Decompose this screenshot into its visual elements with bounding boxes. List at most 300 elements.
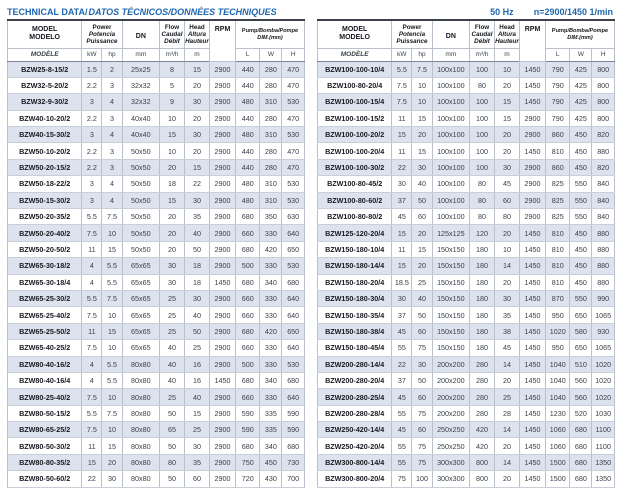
hp-unit: hp (102, 48, 122, 61)
dim-l-cell: 790 (546, 61, 570, 77)
flow-cell: 180 (470, 290, 495, 306)
model-cell: BZW50-18-22/2 (8, 176, 82, 192)
dim-l-cell: 1060 (546, 438, 570, 454)
dim-h-cell: 880 (592, 258, 615, 274)
dn-cell: 80x80 (122, 454, 159, 470)
head-header: Head Altura Hauteur (185, 20, 210, 48)
dim-h-cell: 1020 (592, 356, 615, 372)
kw-cell: 2.2 (82, 77, 102, 93)
head-cell: 30 (185, 127, 210, 143)
dn-cell: 25x25 (122, 61, 159, 77)
table-row (318, 438, 615, 454)
kw-cell: 11 (392, 241, 412, 257)
head-cell: 20 (495, 225, 520, 241)
hp-cell: 25 (412, 274, 432, 290)
dim-h-cell: 530 (282, 176, 305, 192)
dim-h-cell: 1350 (592, 454, 615, 470)
hp-cell: 40 (412, 290, 432, 306)
dn-cell: 80x80 (122, 422, 159, 438)
head-cell: 15 (495, 110, 520, 126)
rpm-cell: 1450 (519, 258, 545, 274)
rpm-cell: 2900 (209, 422, 235, 438)
table-row (318, 258, 615, 274)
table-row (318, 454, 615, 470)
model-cell: BZW65-25-30/2 (8, 290, 82, 306)
flow-cell: 100 (470, 159, 495, 175)
dim-l-cell: 680 (236, 438, 260, 454)
dn-cell: 150x150 (432, 274, 469, 290)
dn-unit: mm (122, 48, 159, 61)
head-cell: 20 (495, 127, 520, 143)
head-cell: 50 (185, 323, 210, 339)
dim-w-cell: 450 (570, 143, 592, 159)
table-row (318, 127, 615, 143)
dn-cell: 65x65 (122, 340, 159, 356)
dim-w-cell: 280 (260, 110, 282, 126)
kw-cell: 5.5 (392, 61, 412, 77)
kw-cell: 11 (392, 143, 412, 159)
dim-h-cell: 640 (282, 290, 305, 306)
hp-cell: 20 (412, 127, 432, 143)
dim-h-cell: 650 (282, 241, 305, 257)
hp-cell: 15 (412, 241, 432, 257)
dim-h-cell: 530 (282, 356, 305, 372)
dn-cell: 300x300 (432, 471, 469, 487)
flow-cell: 20 (160, 159, 185, 175)
model-cell: BZW40-10-20/2 (8, 110, 82, 126)
kw-cell: 4 (82, 356, 102, 372)
head-cell: 20 (185, 143, 210, 159)
table-row (8, 143, 305, 159)
table-row (318, 192, 615, 208)
kw-unit: kW (82, 48, 102, 61)
dn-cell: 200x200 (432, 372, 469, 388)
rpm-cell: 1450 (519, 356, 545, 372)
table-row (8, 192, 305, 208)
dim-h-cell: 880 (592, 274, 615, 290)
hp-cell: 3 (102, 143, 122, 159)
dim-w-cell: 680 (570, 438, 592, 454)
dim-h-cell: 1100 (592, 438, 615, 454)
dn-cell: 80x80 (122, 438, 159, 454)
head-cell: 20 (495, 372, 520, 388)
dim-l-cell: 660 (236, 225, 260, 241)
kw-cell: 11 (392, 110, 412, 126)
hp-cell: 75 (412, 438, 432, 454)
dim-l-unit: L (546, 48, 570, 61)
model-cell: BZW200-280-25/4 (318, 389, 392, 405)
flow-cell: 25 (160, 323, 185, 339)
kw-cell: 22 (392, 356, 412, 372)
hp-cell: 10 (412, 94, 432, 110)
dim-l-cell: 1500 (546, 454, 570, 470)
table-body-right (318, 61, 615, 487)
dn-cell: 65x65 (122, 290, 159, 306)
kw-cell: 11 (82, 438, 102, 454)
dim-h-cell: 640 (282, 225, 305, 241)
dim-w-cell: 330 (260, 340, 282, 356)
rpm-cell: 1450 (519, 274, 545, 290)
table-row (318, 372, 615, 388)
dim-w-cell: 330 (260, 225, 282, 241)
rpm-cell: 1450 (519, 241, 545, 257)
head-unit: m (185, 48, 210, 61)
dn-cell: 100x100 (432, 209, 469, 225)
dn-cell: 65x65 (122, 307, 159, 323)
dn-header: DN (432, 20, 469, 48)
model-cell: BZW65-25-50/2 (8, 323, 82, 339)
model-header-fr: MODÈLE (318, 48, 392, 61)
rpm-header: RPM (519, 20, 545, 61)
dim-h-cell: 680 (282, 438, 305, 454)
rpm-cell: 2900 (209, 159, 235, 175)
model-cell: BZW50-10-20/2 (8, 143, 82, 159)
dim-h-cell: 640 (282, 307, 305, 323)
dim-h-cell: 1030 (592, 405, 615, 421)
model-cell: BZW32-9-30/2 (8, 94, 82, 110)
pump-data-table-left (7, 19, 305, 488)
dim-w-cell: 330 (260, 307, 282, 323)
hp-cell: 5.5 (102, 356, 122, 372)
flow-cell: 100 (470, 110, 495, 126)
kw-cell: 55 (392, 454, 412, 470)
dim-w-cell: 680 (570, 471, 592, 487)
table-row (8, 471, 305, 487)
table-row (8, 405, 305, 421)
model-cell: BZW50-20-15/2 (8, 159, 82, 175)
dim-l-cell: 1040 (546, 389, 570, 405)
pump-data-table-right (317, 19, 615, 488)
flow-cell: 5 (160, 77, 185, 93)
model-cell: BZW100-100-20/2 (318, 127, 392, 143)
dn-cell: 100x100 (432, 77, 469, 93)
kw-cell: 3 (82, 127, 102, 143)
rpm-cell: 2900 (209, 77, 235, 93)
dim-l-cell: 500 (236, 258, 260, 274)
head-cell: 45 (495, 176, 520, 192)
table-row (318, 471, 615, 487)
dim-l-cell: 590 (236, 422, 260, 438)
table-header (318, 20, 615, 61)
dim-w-cell: 425 (570, 61, 592, 77)
rpm-cell: 2900 (209, 389, 235, 405)
rpm-cell: 2900 (209, 94, 235, 110)
dim-w-cell: 340 (260, 438, 282, 454)
dim-l-cell: 790 (546, 110, 570, 126)
dim-h-cell: 820 (592, 159, 615, 175)
rpm-cell: 1450 (519, 438, 545, 454)
model-cell: BZW80-50-30/2 (8, 438, 82, 454)
dim-h-cell: 800 (592, 61, 615, 77)
table-row (8, 340, 305, 356)
model-cell: BZW100-100-20/4 (318, 143, 392, 159)
model-cell: BZW200-280-20/4 (318, 372, 392, 388)
flow-cell: 40 (160, 356, 185, 372)
table-row (8, 323, 305, 339)
model-header-fr: MODÈLE (8, 48, 82, 61)
head-header: Head Altura Hauteur (495, 20, 520, 48)
dim-w-cell: 310 (260, 192, 282, 208)
hp-cell: 60 (412, 323, 432, 339)
head-cell: 60 (185, 471, 210, 487)
kw-cell: 11 (82, 323, 102, 339)
flow-cell: 180 (470, 258, 495, 274)
rpm-cell: 2900 (209, 176, 235, 192)
head-cell: 30 (185, 94, 210, 110)
dim-h-cell: 880 (592, 143, 615, 159)
kw-cell: 5.5 (82, 290, 102, 306)
head-cell: 60 (495, 192, 520, 208)
dim-w-cell: 330 (260, 356, 282, 372)
model-cell: BZW40-15-30/2 (8, 127, 82, 143)
hp-cell: 75 (412, 454, 432, 470)
dim-l-cell: 825 (546, 209, 570, 225)
flow-cell: 180 (470, 241, 495, 257)
hp-cell: 5.5 (102, 372, 122, 388)
table-body-left (8, 61, 305, 487)
kw-cell: 3 (82, 94, 102, 110)
dn-cell: 300x300 (432, 454, 469, 470)
model-cell: BZW150-180-20/4 (318, 274, 392, 290)
dn-header: DN (122, 20, 159, 48)
dim-h-cell: 470 (282, 143, 305, 159)
hp-cell: 3 (102, 77, 122, 93)
dim-w-cell: 330 (260, 389, 282, 405)
rpm-cell: 1450 (519, 405, 545, 421)
dim-w-cell: 420 (260, 323, 282, 339)
dim-l-cell: 480 (236, 94, 260, 110)
table-row (318, 143, 615, 159)
table-row (8, 372, 305, 388)
dim-l-cell: 500 (236, 356, 260, 372)
rpm-cell: 1450 (519, 422, 545, 438)
kw-cell: 15 (392, 258, 412, 274)
hp-cell: 75 (412, 340, 432, 356)
rpm-cell: 1450 (209, 372, 235, 388)
dn-cell: 100x100 (432, 192, 469, 208)
rpm-cell: 1450 (519, 94, 545, 110)
flow-cell: 800 (470, 471, 495, 487)
hp-cell: 40 (412, 176, 432, 192)
rpm-cell: 1450 (209, 274, 235, 290)
rpm-cell: 2900 (209, 209, 235, 225)
dim-w-cell: 310 (260, 127, 282, 143)
flow-cell: 25 (160, 290, 185, 306)
dim-h-cell: 640 (282, 340, 305, 356)
dim-h-cell: 840 (592, 176, 615, 192)
flow-cell: 180 (470, 274, 495, 290)
table-row (8, 94, 305, 110)
head-cell: 20 (185, 77, 210, 93)
dn-cell: 100x100 (432, 127, 469, 143)
table-row (318, 356, 615, 372)
dim-h-cell: 650 (282, 323, 305, 339)
dn-cell: 100x100 (432, 159, 469, 175)
dim-h-cell: 880 (592, 225, 615, 241)
table-row (8, 454, 305, 470)
dim-h-cell: 530 (282, 94, 305, 110)
hp-cell: 7.5 (412, 61, 432, 77)
dim-l-cell: 1020 (546, 323, 570, 339)
rpm-cell: 2900 (209, 241, 235, 257)
model-cell: BZW80-40-16/2 (8, 356, 82, 372)
flow-cell: 80 (470, 176, 495, 192)
dim-h-cell: 530 (282, 127, 305, 143)
model-cell: BZW300-800-14/4 (318, 454, 392, 470)
dim-h-cell: 680 (282, 372, 305, 388)
model-cell: BZW100-80-45/2 (318, 176, 392, 192)
dim-l-cell: 810 (546, 225, 570, 241)
dim-h-cell: 1350 (592, 471, 615, 487)
kw-cell: 3 (82, 176, 102, 192)
dn-cell: 125x125 (432, 225, 469, 241)
kw-cell: 3 (82, 192, 102, 208)
hp-cell: 7.5 (102, 209, 122, 225)
table-row (8, 209, 305, 225)
flow-cell: 80 (160, 454, 185, 470)
model-cell: BZW80-80-35/2 (8, 454, 82, 470)
flow-cell: 420 (470, 422, 495, 438)
rpm-cell: 2900 (209, 192, 235, 208)
hp-cell: 20 (412, 258, 432, 274)
head-cell: 22 (185, 176, 210, 192)
hp-cell: 10 (102, 225, 122, 241)
table-row (318, 159, 615, 175)
dim-w-cell: 425 (570, 110, 592, 126)
flow-cell: 30 (160, 274, 185, 290)
flow-cell: 25 (160, 389, 185, 405)
hp-cell: 20 (102, 454, 122, 470)
flow-cell: 8 (160, 61, 185, 77)
model-cell: BZW150-180-38/4 (318, 323, 392, 339)
dim-w-cell: 510 (570, 356, 592, 372)
dim-w-cell: 330 (260, 258, 282, 274)
dim-l-cell: 750 (236, 454, 260, 470)
dim-w-cell: 425 (570, 77, 592, 93)
flow-cell: 25 (160, 307, 185, 323)
head-cell: 20 (495, 471, 520, 487)
dim-l-cell: 440 (236, 110, 260, 126)
rpm-cell: 1450 (519, 61, 545, 77)
kw-cell: 7.5 (82, 307, 102, 323)
hp-cell: 10 (102, 340, 122, 356)
head-cell: 16 (185, 356, 210, 372)
dim-w-cell: 350 (260, 209, 282, 225)
hp-cell: 2 (102, 61, 122, 77)
flow-cell: 20 (160, 225, 185, 241)
dn-cell: 32x32 (122, 94, 159, 110)
dn-cell: 80x80 (122, 405, 159, 421)
dim-l-cell: 1040 (546, 356, 570, 372)
dn-cell: 80x80 (122, 372, 159, 388)
dim-w-cell: 280 (260, 159, 282, 175)
rpm-cell: 2900 (519, 176, 545, 192)
head-cell: 20 (185, 110, 210, 126)
table-row (8, 127, 305, 143)
dim-l-cell: 720 (236, 471, 260, 487)
flow-cell: 20 (160, 241, 185, 257)
hp-cell: 15 (102, 438, 122, 454)
table-header (8, 20, 305, 61)
dn-cell: 100x100 (432, 94, 469, 110)
hp-cell: 50 (412, 372, 432, 388)
dn-cell: 150x150 (432, 340, 469, 356)
rpm-cell: 2900 (519, 159, 545, 175)
hp-cell: 4 (102, 127, 122, 143)
head-cell: 18 (185, 258, 210, 274)
kw-cell: 55 (392, 340, 412, 356)
dim-l-unit: L (236, 48, 260, 61)
hp-cell: 100 (412, 471, 432, 487)
power-header: Power Potencia Puissance (392, 20, 432, 48)
flow-cell: 15 (160, 127, 185, 143)
dim-w-cell: 335 (260, 405, 282, 421)
head-cell: 10 (495, 241, 520, 257)
rpm-cell: 1450 (519, 77, 545, 93)
model-cell: BZW100-80-80/2 (318, 209, 392, 225)
head-cell: 28 (495, 405, 520, 421)
head-cell: 45 (495, 340, 520, 356)
model-cell: BZW100-100-15/4 (318, 94, 392, 110)
kw-cell: 7.5 (392, 77, 412, 93)
hp-cell: 4 (102, 94, 122, 110)
table-row (318, 274, 615, 290)
head-cell: 25 (185, 422, 210, 438)
flow-cell: 280 (470, 372, 495, 388)
dim-l-cell: 590 (236, 405, 260, 421)
table-row (8, 159, 305, 175)
flow-cell: 100 (470, 127, 495, 143)
dn-cell: 100x100 (432, 176, 469, 192)
flow-header: Flow Caudal Débit (160, 20, 185, 48)
rpm-cell: 1450 (519, 454, 545, 470)
head-cell: 38 (495, 323, 520, 339)
dim-l-cell: 870 (546, 290, 570, 306)
dim-h-cell: 840 (592, 192, 615, 208)
model-cell: BZW32-5-20/2 (8, 77, 82, 93)
kw-cell: 7.5 (82, 389, 102, 405)
flow-cell: 180 (470, 340, 495, 356)
dim-h-unit: H (592, 48, 615, 61)
hp-unit: hp (412, 48, 432, 61)
head-cell: 20 (495, 438, 520, 454)
model-cell: BZW100-100-10/4 (318, 61, 392, 77)
rpm-cell: 2900 (519, 110, 545, 126)
head-cell: 40 (185, 389, 210, 405)
kw-cell: 55 (392, 405, 412, 421)
head-cell: 50 (185, 241, 210, 257)
hp-cell: 3 (102, 159, 122, 175)
rpm-cell: 2900 (519, 127, 545, 143)
dim-l-cell: 1040 (546, 372, 570, 388)
dn-cell: 40x40 (122, 110, 159, 126)
head-cell: 30 (495, 290, 520, 306)
model-cell: BZW50-20-50/2 (8, 241, 82, 257)
dim-h-cell: 1065 (592, 307, 615, 323)
dn-cell: 80x80 (122, 389, 159, 405)
flow-cell: 30 (160, 258, 185, 274)
flow-unit: m³/h (470, 48, 495, 61)
table-row (318, 340, 615, 356)
flow-cell: 15 (160, 192, 185, 208)
table-row (318, 94, 615, 110)
rpm-cell: 1450 (519, 389, 545, 405)
dim-w-cell: 420 (260, 241, 282, 257)
dn-cell: 50x50 (122, 176, 159, 192)
table-row (8, 176, 305, 192)
hp-cell: 10 (102, 422, 122, 438)
head-cell: 25 (495, 389, 520, 405)
